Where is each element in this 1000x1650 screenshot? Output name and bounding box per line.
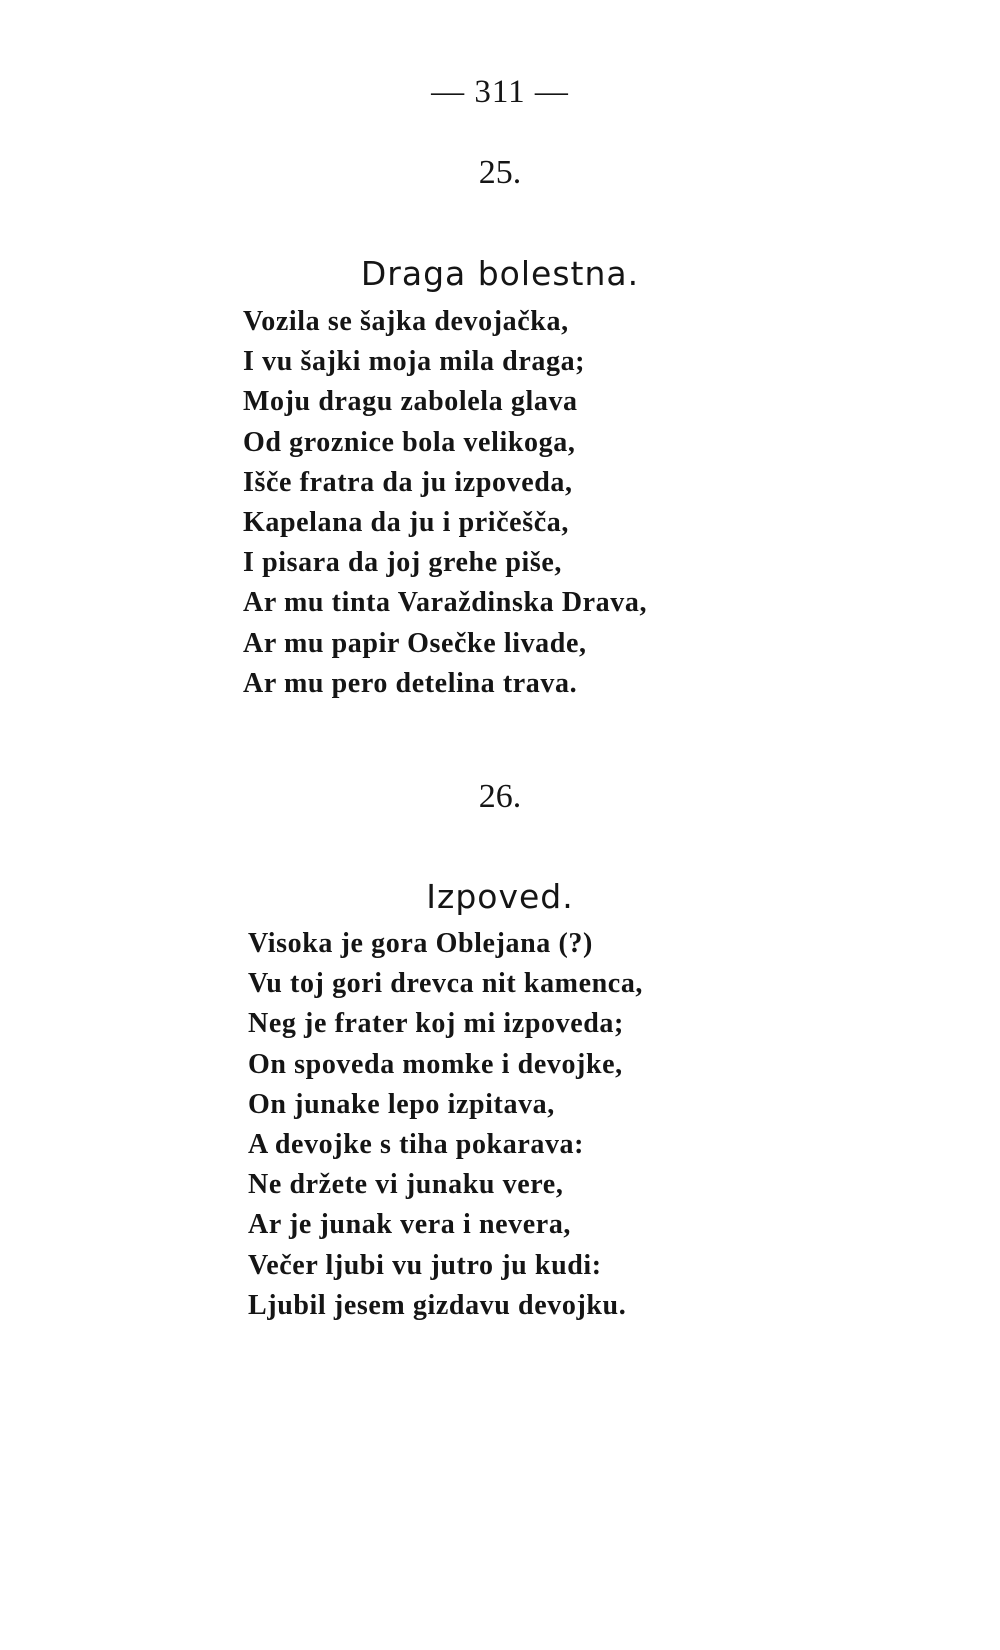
verse-line: A devojke s tiha pokarava: <box>248 1128 585 1160</box>
poem-title: Izpoved. <box>426 877 574 917</box>
verse-line: Išče fratra da ju izpoveda, <box>243 466 573 498</box>
verse-line: Vozila se šajka devojačka, <box>243 306 569 337</box>
verse-line: On junake lepo izpitava, <box>248 1088 555 1120</box>
poem-lines <box>243 302 647 704</box>
verse-line: Večer ljubi vu jutro ju kudi: <box>248 1249 602 1281</box>
verse-line: I pisara da joj grehe piše, <box>243 547 563 579</box>
verse-line: Ar mu tinta Varaždinska Drava, <box>243 587 648 619</box>
verse-line: Ne držete vi junaku vere, <box>248 1169 564 1201</box>
verse-line: Visoka je gora Oblejana (?) <box>248 928 593 959</box>
poem-number: 25. <box>478 154 522 191</box>
verse-line: Vu toj gori drevca nit kamenca, <box>248 968 644 1000</box>
verse-line: Od groznice bola velikoga, <box>243 426 576 458</box>
verse-line: Kapelana da ju i pričešča, <box>243 506 569 538</box>
poem-title: Draga bolestna. <box>360 254 640 294</box>
verse-line: I vu šajki moja mila draga; <box>243 346 586 378</box>
poem-number: 26. <box>478 778 522 815</box>
verse-line: Ljubil jesem gizdavu devojku. <box>248 1289 627 1321</box>
verse-line: Ar mu papir Osečke livade, <box>243 627 587 659</box>
verse-line: Neg je frater koj mi izpoveda; <box>248 1008 624 1040</box>
verse-line: Ar je junak vera i nevera, <box>248 1209 572 1241</box>
verse-line: Ar mu pero detelina trava. <box>243 667 578 699</box>
verse-line: Moju dragu zabolela glava <box>243 386 578 418</box>
poem-lines <box>248 924 643 1326</box>
verse-line: On spoveda momke i devojke, <box>248 1048 623 1080</box>
page-number: — 311 — <box>431 74 569 110</box>
